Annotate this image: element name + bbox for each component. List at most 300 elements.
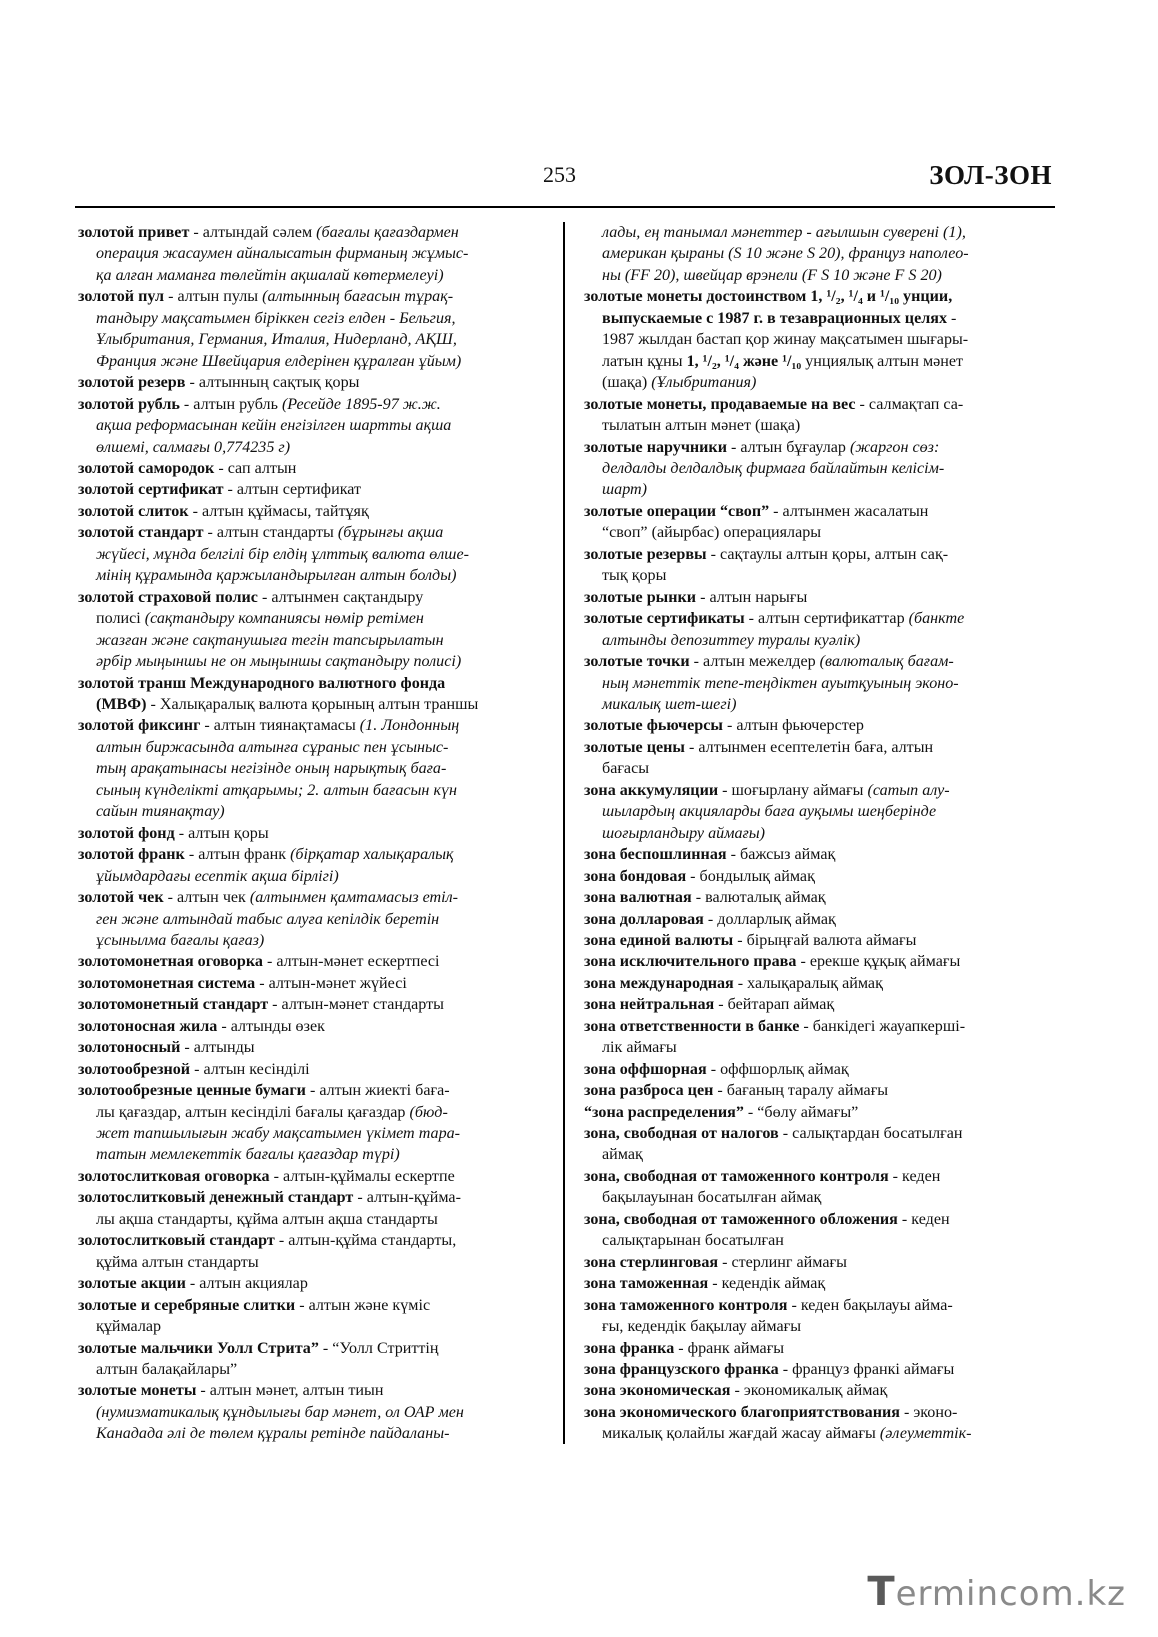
entry-translation: - шоғырлану аймағы <box>718 781 868 799</box>
entry-translation: - долларлық аймақ <box>703 910 836 928</box>
entry-translation: - алтын межелдер <box>689 653 820 671</box>
dictionary-entry <box>584 951 1058 972</box>
entry-note: сайын тиянақтау) <box>96 803 225 821</box>
entry-translation: - алтын-құйма- <box>353 1189 461 1207</box>
entry-term: зона экономического благоприятствования <box>584 1403 900 1421</box>
entry-translation: - алтын және күміс <box>295 1296 431 1314</box>
entry-note: (1. Лондонның <box>359 717 460 735</box>
entry-line <box>78 715 544 736</box>
dictionary-entry <box>584 1273 1058 1294</box>
entry-line <box>584 994 1058 1015</box>
entry-line <box>78 823 544 844</box>
entry-line <box>584 1295 1058 1316</box>
dictionary-entry <box>584 1209 1058 1252</box>
entry-translation: лік аймағы <box>602 1039 677 1057</box>
entry-continuation-line <box>78 265 544 286</box>
entry-translation: - алтын бұғаулар <box>726 438 850 456</box>
entry-line <box>78 479 544 500</box>
entry-line <box>584 973 1058 994</box>
entry-term: золотые наручники <box>584 438 727 456</box>
entry-line <box>584 951 1058 972</box>
entry-note: делдалды делдалдық фирмаға байлайтын келісім- <box>602 459 945 477</box>
entry-translation: - Халықаралық валюта қорының алтын траншы <box>146 695 479 713</box>
entry-note: (бірқатар халықаралық <box>290 846 454 864</box>
entry-note: ақша реформасынан кейін енгізілген шартты ақша <box>96 417 452 435</box>
entry-translation: - алтынды <box>180 1039 255 1057</box>
entry-translation: - алтын рубль <box>179 395 282 413</box>
entry-continuation-line <box>78 651 544 672</box>
dictionary-entry <box>78 1380 544 1444</box>
entry-note: ген және алтындай табыс алуға кепілдік беретін <box>96 910 440 928</box>
entry-note: жет тапшылығын жабу мақсатымен үкімет тара- <box>96 1125 461 1143</box>
dictionary-entry <box>78 522 544 586</box>
entry-continuation-line <box>78 1144 544 1165</box>
watermark-first-letter: T <box>867 1569 896 1615</box>
entry-continuation-line <box>78 1252 544 1273</box>
dictionary-entry <box>584 715 1058 736</box>
dictionary-entry <box>584 909 1058 930</box>
entry-translation: микалық қолайлы жағдай жасау аймағы <box>602 1425 880 1443</box>
entry-line <box>78 286 544 307</box>
entry-translation: - сап алтын <box>214 459 297 477</box>
entry-translation: - оффшорлық аймақ <box>706 1060 849 1078</box>
dictionary-entry <box>78 222 544 286</box>
dictionary-entry <box>584 651 1058 715</box>
entry-translation: - сақтаулы алтын қоры, алтын сақ- <box>706 545 949 563</box>
dictionary-entry <box>78 673 544 716</box>
entry-term: золотой резерв <box>78 374 186 392</box>
entry-term: золотой привет <box>78 224 190 241</box>
entry-term: зона, свободная от таможенного контроля <box>584 1167 889 1185</box>
entry-line <box>78 394 544 415</box>
entry-term: зона таможенная <box>584 1275 709 1293</box>
entry-translation: полисі <box>96 610 145 628</box>
dictionary-entry <box>584 544 1058 587</box>
entry-translation: - алтын франк <box>184 846 291 864</box>
entry-translation: - алтын құймасы, тайтұяқ <box>188 502 369 520</box>
entry-translation: құймалар <box>96 1318 162 1336</box>
entry-term: золотослитковая оговорка <box>78 1167 270 1185</box>
dictionary-entry <box>584 587 1058 608</box>
entry-line <box>584 1102 1058 1123</box>
entry-line <box>584 437 1058 458</box>
entry-line <box>584 394 1058 415</box>
entry-term: золотые и серебряные слитки <box>78 1296 296 1314</box>
entry-continuation-line <box>78 1359 544 1380</box>
dictionary-entry <box>584 973 1058 994</box>
entry-continuation-line <box>584 479 1058 500</box>
dictionary-entry <box>584 1166 1058 1209</box>
entry-translation: - алтын пулы <box>164 288 263 306</box>
entry-translation: лы ақша стандарты, құйма алтын ақша стандарты <box>96 1210 438 1228</box>
dictionary-entry <box>584 866 1058 887</box>
dictionary-entry <box>584 1252 1058 1273</box>
entry-continuation-line <box>78 737 544 758</box>
entry-term: золотые сертификаты <box>584 610 745 628</box>
entry-continuation-line <box>584 458 1058 479</box>
entry-line <box>78 673 544 694</box>
entry-line <box>584 1252 1058 1273</box>
dictionary-entry <box>584 1123 1058 1166</box>
left-column <box>78 222 544 1445</box>
entry-term: зона разброса цен <box>584 1082 714 1100</box>
entry-term: золотые резервы <box>584 545 707 563</box>
entry-term: золотообрезные ценные бумаги <box>78 1082 306 1100</box>
entry-note: Ұлыбритания, Германия, Италия, Нидерланд, АҚШ, <box>96 331 457 349</box>
entry-translation: - “бөлу аймағы” <box>743 1103 859 1121</box>
dictionary-entry <box>78 372 544 393</box>
entry-translation: - салықтардан босатылған <box>778 1125 963 1143</box>
entry-term: золотые акции <box>78 1275 186 1293</box>
entry-translation: - экономикалық аймақ <box>730 1382 888 1400</box>
entry-term: золотой фиксинг <box>78 717 201 735</box>
entry-continuation-line <box>584 415 1058 436</box>
entry-line <box>584 866 1058 887</box>
entry-line <box>584 930 1058 951</box>
entry-term: зона долларовая <box>584 910 704 928</box>
entry-line <box>584 844 1058 865</box>
entry-term: зона бондовая <box>584 867 687 885</box>
entry-line <box>584 887 1058 908</box>
entry-line <box>78 1059 544 1080</box>
entry-continuation-line <box>584 308 1058 329</box>
dictionary-entry <box>584 887 1058 908</box>
entry-note: ны (FF 20), швейцар врэнели (F S 10 және F S 20) <box>602 266 942 284</box>
entry-translation: 1987 жылдан бастап қор жинау мақсатымен шығары- <box>602 331 969 349</box>
entry-translation: бақылауынан босатылған аймақ <box>602 1189 822 1207</box>
dictionary-entry <box>78 951 544 972</box>
dictionary-entry <box>584 608 1058 651</box>
entry-line <box>78 1016 544 1037</box>
entry-note: (жаргон сөз: <box>849 438 940 456</box>
entry-translation: - алтын фьючерстер <box>722 717 864 735</box>
entry-translation: - алтын сертификат <box>223 481 362 499</box>
entry-translation: бағасы <box>602 760 650 778</box>
dictionary-entry <box>78 1037 544 1058</box>
entry-translation: - бейтарап аймақ <box>714 996 835 1014</box>
dictionary-entry <box>584 1059 1058 1080</box>
entry-translation: - “Уолл Стриттің <box>318 1339 439 1357</box>
entry-line <box>584 286 1058 307</box>
dictionary-entry <box>584 1338 1058 1359</box>
dictionary-entry <box>584 1402 1058 1445</box>
entry-translation: - алтын мәнет, алтын тиын <box>196 1382 384 1400</box>
entry-note: (Ұлыбритания) <box>651 374 757 392</box>
entry-continuation-line <box>78 1123 544 1144</box>
entry-term: золотой самородок <box>78 459 215 477</box>
entry-translation: - алтын стандарты <box>203 524 338 542</box>
entry-continuation-line <box>78 1423 544 1444</box>
entry-term: зона единой валюты <box>584 931 734 949</box>
entry-line <box>584 1166 1058 1187</box>
entry-line <box>78 458 544 479</box>
entry-term: зона, свободная от налогов <box>584 1125 779 1143</box>
entry-translation: - валюталық аймақ <box>691 889 826 907</box>
dictionary-entry <box>78 1273 544 1294</box>
entry-note: (әлеуметтік- <box>879 1425 972 1443</box>
entry-translation: салықтарынан босатылған <box>602 1232 784 1250</box>
dictionary-entry <box>584 1295 1058 1338</box>
entry-note: ұйымдардағы есептік ақша бірлігі) <box>96 867 339 885</box>
entry-translation: “своп” (айырбас) операциялары <box>602 524 822 542</box>
entry-line <box>584 1059 1058 1080</box>
entry-line <box>78 222 544 243</box>
dictionary-entry <box>78 1166 544 1187</box>
entry-continuation-line <box>78 437 544 458</box>
entry-line <box>78 1380 544 1401</box>
dictionary-entry <box>78 587 544 673</box>
entry-continuation-line <box>78 930 544 951</box>
entry-note: лады, ең танымал мәнеттер - ағылшын суверені (1), <box>602 224 966 241</box>
entry-line <box>584 1338 1058 1359</box>
entry-note: Франция және Швейцария елдерінен құралған ұйым) <box>96 352 462 370</box>
entry-term: золотые фьючерсы <box>584 717 723 735</box>
entry-line <box>584 1380 1058 1401</box>
entry-continuation-line <box>78 1316 544 1337</box>
entry-continuation-line <box>584 565 1058 586</box>
entry-translation: - алтынның сақтық қоры <box>185 374 360 392</box>
dictionary-entry <box>78 973 544 994</box>
entry-line <box>584 1016 1058 1037</box>
entry-note: өлшемі, салмағы 0,774235 г) <box>96 438 291 456</box>
entry-continuation-line <box>78 308 544 329</box>
entry-term: золотослитковый стандарт <box>78 1232 275 1250</box>
dictionary-entry <box>584 1102 1058 1123</box>
entry-continuation-line <box>584 372 1058 393</box>
entry-note: Канадада әлі де төлем құралы ретінде пайдаланы- <box>96 1425 450 1443</box>
entry-term: золотослитковый денежный стандарт <box>78 1189 354 1207</box>
entry-note: (Ресейде 1895-97 ж.ж. <box>281 395 441 413</box>
entry-term: зона ответственности в банке <box>584 1017 800 1035</box>
entry-translation: - кеден <box>888 1167 941 1185</box>
entry-line <box>78 1295 544 1316</box>
entry-translation: тылатын алтын мәнет (шақа) <box>602 417 801 435</box>
entry-term: золотой франк <box>78 846 185 864</box>
entry-line <box>78 1037 544 1058</box>
entry-note: ның мәнеттік тепе-теңдіктен ауытқуының эконо- <box>602 674 959 692</box>
entry-line <box>584 715 1058 736</box>
entry-note: американ қыраны (S 10 және S 20), француз наполео- <box>602 245 969 263</box>
entry-note: (бұрынғы ақша <box>337 524 444 542</box>
entry-translation: - банкідегі жауапкерші- <box>799 1017 966 1035</box>
dictionary-entry <box>78 458 544 479</box>
entry-continuation-line <box>584 329 1058 350</box>
entry-line <box>78 372 544 393</box>
entry-translation: - алтынды өзек <box>217 1017 325 1035</box>
entry-line <box>78 1166 544 1187</box>
entry-term: золотые монеты, продаваемые на вес <box>584 395 856 413</box>
entry-term: зона франка <box>584 1339 675 1357</box>
entry-term: зона французского франка <box>584 1361 779 1379</box>
entry-translation: - алтын кесінділі <box>190 1060 310 1078</box>
entry-line <box>78 844 544 865</box>
entry-note: (алтынның бағасын тұрақ- <box>262 288 454 306</box>
entry-line <box>584 1123 1058 1144</box>
dictionary-entry <box>584 844 1058 865</box>
entry-translation: алтын балақайлары” <box>96 1361 238 1379</box>
entry-continuation-line <box>584 351 1058 372</box>
entry-term: золотообрезной <box>78 1060 191 1078</box>
entry-line <box>584 544 1058 565</box>
entry-translation: (шақа) <box>602 374 652 392</box>
entry-note: алтын биржасында алтынға сұраныс пен ұсыныс- <box>96 738 449 756</box>
entry-note: сының күнделікті атқарымы; 2. алтын бағасын күн <box>96 781 458 799</box>
dictionary-entry <box>584 737 1058 780</box>
entry-line <box>584 1273 1058 1294</box>
entry-line <box>78 501 544 522</box>
entry-continuation-line <box>78 1102 544 1123</box>
entry-translation: - алтын акциялар <box>185 1275 308 1293</box>
dictionary-entry <box>78 394 544 458</box>
dictionary-entry <box>78 823 544 844</box>
dictionary-entry <box>584 780 1058 844</box>
entry-continuation-line <box>78 801 544 822</box>
entry-note: (сақтандыру компаниясы нөмір ретімен <box>144 610 424 628</box>
entry-translation: - алтын нарығы <box>696 588 808 606</box>
entry-term: зона оффшорная <box>584 1060 707 1078</box>
entry-continuation-line <box>584 1230 1058 1251</box>
dictionary-entry <box>584 222 1058 286</box>
entry-note: (сатып алу- <box>867 781 950 799</box>
entry-term: 1, ¹/₂, ¹/₄ және ¹/₁₀ <box>686 352 802 370</box>
entry-line <box>78 1187 544 1208</box>
entry-note: микалық шет-шегі) <box>602 695 737 713</box>
entry-translation: аймақ <box>602 1146 643 1164</box>
entry-term: золотые рынки <box>584 588 697 606</box>
entry-continuation-line <box>584 630 1058 651</box>
entry-translation: - алтын сертификаттар <box>744 610 909 628</box>
entry-note: жүйесі, мұнда белгілі бір елдің ұлттық валюта өлше- <box>96 545 469 563</box>
entry-continuation-line <box>78 243 544 264</box>
entry-continuation-line <box>584 1037 1058 1058</box>
page-number: 253 <box>543 162 576 187</box>
entry-line <box>584 587 1058 608</box>
entry-translation: ғы, кедендік бақылау аймағы <box>602 1318 802 1336</box>
entry-continuation-line <box>584 694 1058 715</box>
entry-term: зона нейтральная <box>584 996 715 1014</box>
entry-line <box>78 587 544 608</box>
entry-term: зона, свободная от таможенного обложения <box>584 1210 898 1228</box>
entry-translation: латын құны <box>602 352 687 370</box>
entry-term: “зона распределения” <box>584 1103 744 1121</box>
entry-note: алтынды депозиттеу туралы куәлік) <box>602 631 861 649</box>
entry-continuation-line <box>584 1316 1058 1337</box>
entry-translation: - француз франкі аймағы <box>778 1361 955 1379</box>
entry-note: тың арақатынасы негізінде оның нарықтық баға- <box>96 760 447 778</box>
dictionary-entry <box>584 1359 1058 1380</box>
entry-continuation-line <box>584 1423 1058 1444</box>
watermark-logo <box>867 1569 1126 1615</box>
entry-translation: - алтын жиекті баға- <box>305 1082 450 1100</box>
entry-term: зона международная <box>584 974 734 992</box>
dictionary-entry <box>584 994 1058 1015</box>
entry-term: золотые цены <box>584 738 685 756</box>
entry-translation: - алтын-құймалы ескертпе <box>269 1167 455 1185</box>
entry-continuation-line <box>584 673 1058 694</box>
dictionary-entry <box>78 1187 544 1230</box>
entry-translation: құйма алтын стандарты <box>96 1253 259 1271</box>
entry-translation: - <box>947 309 957 327</box>
dictionary-entry <box>78 887 544 951</box>
entry-continuation-line <box>584 522 1058 543</box>
dictionary-entry <box>78 844 544 887</box>
entry-term: зона беспошлинная <box>584 846 727 864</box>
dictionary-entry <box>584 1380 1058 1401</box>
entry-continuation-line <box>78 694 544 715</box>
entry-continuation-line <box>78 351 544 372</box>
entry-line <box>584 608 1058 629</box>
entry-translation: - бағаның таралу аймағы <box>713 1082 889 1100</box>
entry-line <box>584 501 1058 522</box>
entry-continuation-line <box>78 909 544 930</box>
entry-line <box>78 994 544 1015</box>
entry-translation: - алтын чек <box>163 889 250 907</box>
entry-continuation-line <box>78 415 544 436</box>
entry-line <box>584 909 1058 930</box>
dictionary-entry <box>584 286 1058 393</box>
header-rule <box>75 206 1055 208</box>
entry-continuation-line <box>584 1187 1058 1208</box>
entry-term: золотой стандарт <box>78 524 204 542</box>
entry-term: золотой рубль <box>78 395 180 413</box>
dictionary-entry <box>78 1080 544 1166</box>
entry-note: татын мемлекеттік бағалы қағаздар түрі) <box>96 1146 400 1164</box>
entry-note: әрбір мыңыншы не он мыңыншы сақтандыру полисі) <box>96 653 462 671</box>
entry-term: золотой страховой полис <box>78 588 258 606</box>
dictionary-entry <box>78 1016 544 1037</box>
entry-line <box>584 651 1058 672</box>
dictionary-entry <box>584 437 1058 501</box>
dictionary-entry <box>78 501 544 522</box>
dictionary-entry <box>78 479 544 500</box>
entry-translation: - алтын-мәнет стандарты <box>268 996 444 1014</box>
entry-note: жазған және сақтанушыға тегін тапсырылатын <box>96 631 444 649</box>
entry-term: (МВФ) <box>96 695 147 713</box>
entry-term: золотой пул <box>78 288 165 306</box>
entry-line <box>584 1209 1058 1230</box>
watermark-text: ermincom.kz <box>895 1574 1126 1614</box>
entry-line <box>584 737 1058 758</box>
entry-translation: - эконо- <box>899 1403 958 1421</box>
dictionary-entry <box>78 1230 544 1273</box>
entry-continuation-line <box>584 823 1058 844</box>
entry-continuation-line <box>584 801 1058 822</box>
entry-line <box>78 1273 544 1294</box>
entry-note: (алтынмен қамтамасыз етіл- <box>249 889 459 907</box>
entry-note: (бағалы қағаздармен <box>316 224 459 241</box>
dictionary-entry <box>78 1059 544 1080</box>
entry-term: золотоносная жила <box>78 1017 218 1035</box>
entry-translation: - ерекше құқық аймағы <box>796 953 961 971</box>
entry-continuation-line <box>584 243 1058 264</box>
dictionary-entry <box>584 930 1058 951</box>
section-range-heading: ЗОЛ-ЗОН <box>929 160 1052 190</box>
entry-note: (нумизматикалық құндылығы бар мәнет, ол ОАР мен <box>96 1403 464 1421</box>
entry-term: золотые монеты достоинством 1, ¹/₂, ¹/₄ и ¹/₁₀ унции, <box>584 288 953 306</box>
entry-continuation-line <box>78 329 544 350</box>
entry-note: операция жасаумен айналысатын фирманың жұмыс- <box>96 245 469 263</box>
entry-line <box>78 887 544 908</box>
entry-translation: - кедендік аймақ <box>708 1275 826 1293</box>
entry-line <box>78 951 544 972</box>
entry-translation: - алтын тиянақтамасы <box>200 717 360 735</box>
entry-line <box>584 1359 1058 1380</box>
entry-term: золотомонетная система <box>78 974 256 992</box>
entry-translation: - кеден <box>897 1210 950 1228</box>
entry-continuation-line <box>78 1402 544 1423</box>
entry-term: выпускаемые с 1987 г. в тезаврационных целях <box>602 309 947 327</box>
entry-term: зона таможенного контроля <box>584 1296 788 1314</box>
